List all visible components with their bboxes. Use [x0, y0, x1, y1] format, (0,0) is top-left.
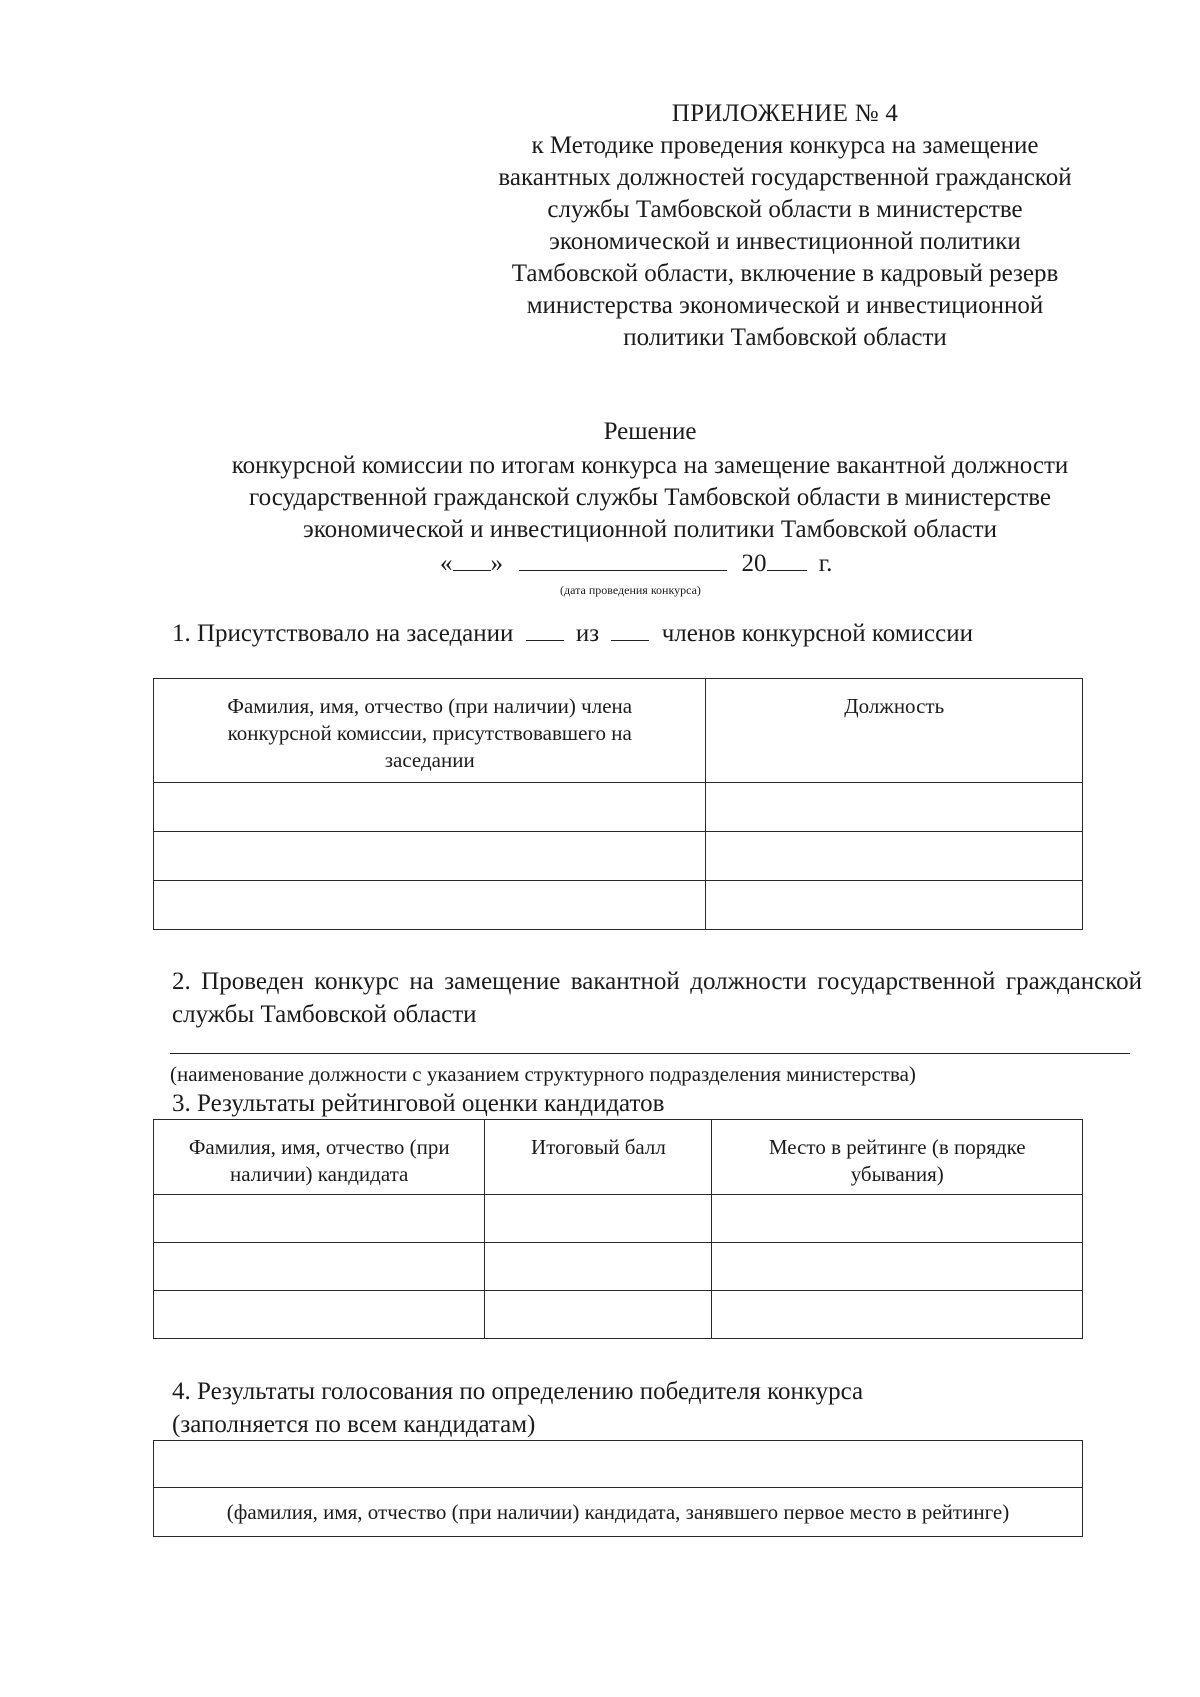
rating-table [153, 1119, 1083, 1339]
header-total-score: Итоговый балл [485, 1120, 712, 1195]
header-member-name: Фамилия, имя, отчество (при наличии) члена конкурсной комиссии, присутствовавшего на заседании [154, 679, 706, 783]
table-cell[interactable] [154, 783, 706, 832]
table-cell[interactable] [706, 832, 1083, 881]
table-cell[interactable] [154, 1291, 485, 1339]
appendix-line: политики Тамбовской области [623, 324, 947, 351]
date-close-quote: » [490, 550, 503, 577]
appendix-line: вакантных должностей государственной гражданской [498, 164, 1072, 191]
table-cell[interactable] [154, 881, 706, 930]
table-cell[interactable] [485, 1291, 712, 1339]
section1-text [172, 618, 973, 650]
appendix-line: к Методике проведения конкурса на замещение [531, 132, 1039, 159]
date-line [440, 548, 860, 580]
table-row [154, 832, 1083, 881]
decision-line: государственной гражданской службы Тамбовской области в министерстве [248, 484, 1052, 511]
table-row [154, 1291, 1083, 1339]
appendix-line: министерства экономической и инвестиционной [526, 292, 1044, 319]
table-cell[interactable] [485, 1195, 712, 1243]
table-cell[interactable] [154, 832, 706, 881]
winner-name-cell[interactable] [154, 1441, 1083, 1488]
table-row [154, 1441, 1083, 1488]
position-name-caption: (наименование должности с указанием структурного подразделения министерства) [170, 1062, 916, 1086]
section1-text-c: членов конкурсной комиссии [661, 620, 973, 647]
section4-line2: (заполняется по всем кандидатам) [172, 1411, 536, 1438]
table-cell[interactable] [706, 881, 1083, 930]
year-prefix: 20 [741, 550, 767, 577]
date-open-quote: « [440, 550, 453, 577]
date-caption: (дата проведения конкурса) [560, 583, 701, 597]
section4-line1: 4. Результаты голосования по определению победителя конкурса [172, 1378, 864, 1405]
position-name-blank[interactable] [170, 1053, 1130, 1054]
appendix-title: ПРИЛОЖЕНИЕ № 4 [671, 100, 899, 127]
winner-table [153, 1440, 1083, 1537]
table-cell[interactable] [154, 1195, 485, 1243]
table-row [154, 1488, 1083, 1537]
decision-line: экономической и инвестиционной политики Тамбовской области [302, 516, 997, 543]
decision-line: конкурсной комиссии по итогам конкурса на замещение вакантной должности [231, 452, 1069, 479]
section3-title: 3. Результаты рейтинговой оценки кандидатов [172, 1090, 665, 1117]
header-rating-place: Место в рейтинге (в порядке убывания) [712, 1120, 1083, 1195]
day-blank[interactable] [453, 548, 491, 571]
appendix-line: службы Тамбовской области в министерстве [547, 196, 1023, 223]
table-header-row [154, 679, 1083, 783]
year-blank[interactable] [767, 548, 807, 571]
table-cell[interactable] [712, 1195, 1083, 1243]
section1-text-b: из [575, 620, 600, 647]
section4-heading [172, 1375, 863, 1441]
section2-text: 2. Проведен конкурс на замещение вакантной должности государственной гражданской службы Тамбовской области [172, 968, 1142, 1028]
table-cell[interactable] [154, 1243, 485, 1291]
section1-text-a: 1. Присутствовало на заседании [172, 620, 514, 647]
table-cell[interactable] [712, 1291, 1083, 1339]
header-position: Должность [706, 679, 1083, 783]
table-row [154, 783, 1083, 832]
table-cell[interactable] [712, 1243, 1083, 1291]
table-row [154, 1243, 1083, 1291]
winner-caption: (фамилия, имя, отчество (при наличии) кандидата, занявшего первое место в рейтинге) [154, 1488, 1083, 1537]
year-suffix: г. [818, 550, 833, 577]
table-row [154, 881, 1083, 930]
commission-members-table [153, 678, 1083, 930]
table-header-row [154, 1120, 1083, 1195]
table-cell[interactable] [706, 783, 1083, 832]
decision-title: Решение [603, 418, 697, 445]
month-blank[interactable] [519, 548, 727, 571]
appendix-line: экономической и инвестиционной политики [549, 228, 1021, 255]
appendix-header [440, 98, 1130, 354]
table-cell[interactable] [485, 1243, 712, 1291]
table-row [154, 1195, 1083, 1243]
present-count-blank[interactable] [526, 618, 564, 641]
total-count-blank[interactable] [611, 618, 649, 641]
decision-heading [140, 416, 1160, 546]
header-candidate-name: Фамилия, имя, отчество (при наличии) кандидата [154, 1120, 485, 1195]
appendix-line: Тамбовской области, включение в кадровый резерв [511, 260, 1059, 287]
